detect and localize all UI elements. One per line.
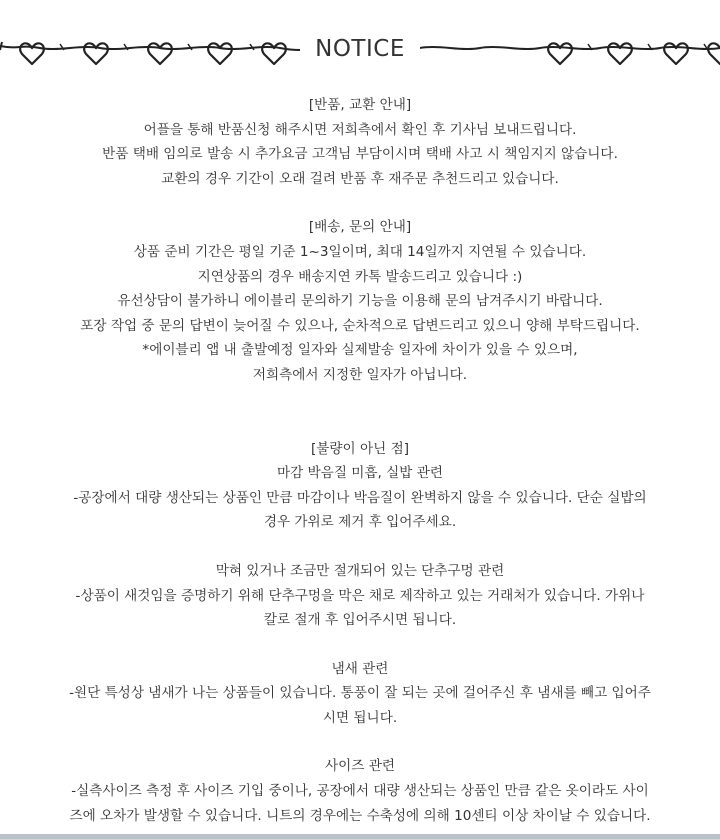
notice-line: 경우 가위로 제거 후 입어주세요. bbox=[263, 514, 457, 531]
item-title: 마감 박음질 미흡, 실밥 관련 bbox=[276, 465, 444, 482]
notice-line: 포장 작업 중 문의 답변이 늦어질 수 있으나, 순차적으로 답변드리고 있으니 양해 부탁드립니다. bbox=[80, 317, 640, 334]
notice-line: -상품이 새것임을 증명하기 위해 단추구멍을 막은 채로 제작하고 있는 거래처가 있습니다. 가위나 bbox=[75, 587, 645, 604]
notice-line: -원단 특성상 냄새가 나는 상품들이 있습니다. 통풍이 잘 되는 곳에 걸어주신 후 냄새를 빼고 입어주 bbox=[69, 685, 651, 702]
notice-line: 어플을 통해 반품신청 해주시면 저희측에서 확인 후 기사님 보내드립니다. bbox=[143, 121, 577, 138]
shipping-section bbox=[8, 215, 712, 387]
notice-line: 반품 택배 임의로 발송 시 추가요금 고객님 부담이시며 택배 사고 시 책임지지 않습니다. bbox=[102, 146, 618, 163]
notice-line: 지연상품의 경우 배송지연 카톡 발송드리고 있습니다 :) bbox=[197, 268, 523, 285]
notice-line: 유선상담이 불가하니 에이블리 문의하기 기능을 이용해 문의 남겨주시기 바랍니다. bbox=[117, 293, 603, 310]
item-title: 막혀 있거나 조금만 절개되어 있는 단추구멍 관련 bbox=[215, 562, 505, 579]
section-heading: [반품, 교환 안내] bbox=[308, 97, 412, 113]
notice-line: 시면 됩니다. bbox=[322, 709, 398, 726]
notice-line: -실측사이즈 측정 후 사이즈 기입 중이나, 공장에서 대량 생산되는 상품인 만큼 같은 옷이라도 사이 bbox=[71, 783, 649, 800]
notice-line: 저희측에서 지정한 일자가 아닙니다. bbox=[252, 366, 468, 383]
notice-content bbox=[8, 93, 712, 828]
section-heading: [배송, 문의 안내] bbox=[308, 219, 412, 236]
notice-line: 칼로 절개 후 입어주시면 됩니다. bbox=[263, 612, 457, 629]
notice-line: 교환의 경우 기간이 오래 걸려 반품 후 재주문 추천드리고 있습니다. bbox=[161, 170, 559, 187]
not-defects-section bbox=[8, 437, 712, 829]
notice-line: 즈에 오차가 발생할 수 있습니다. 니트의 경우에는 수축성에 의해 10센티 이상 차이날 수 있습니다. bbox=[69, 807, 651, 824]
bottom-divider bbox=[0, 834, 720, 839]
notice-line: *에이블리 앱 내 출발예정 일자와 실제발송 일자에 차이가 있을 수 있으며, bbox=[142, 342, 578, 359]
item-title: 냄새 관련 bbox=[331, 660, 389, 677]
section-heading: [불량이 아닌 점] bbox=[310, 440, 410, 457]
returns-section bbox=[8, 93, 712, 191]
notice-line: -공장에서 대량 생산되는 상품인 만큼 마감이나 박음질이 완벽하지 않을 수 있습니다. 단순 실밥의 bbox=[73, 489, 647, 506]
notice-line: 상품 준비 기간은 평일 기준 1~3일이며, 최대 14일까지 지연될 수 있습니다. bbox=[133, 243, 587, 260]
item-title: 사이즈 관련 bbox=[325, 758, 395, 775]
page-title: NOTICE bbox=[315, 36, 405, 62]
